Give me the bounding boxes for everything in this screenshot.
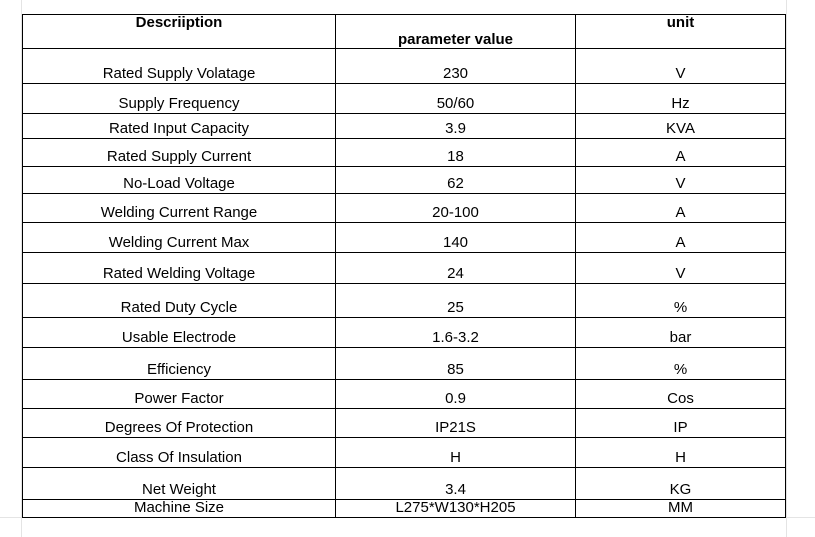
table-header-row [23, 15, 786, 49]
cell-description: Rated Supply Volatage [23, 49, 336, 84]
table-row [23, 139, 786, 167]
cell-unit: KVA [576, 114, 786, 139]
cell-unit: A [576, 194, 786, 223]
cell-unit: KG [576, 468, 786, 500]
cell-description: Power Factor [23, 380, 336, 409]
cell-unit: A [576, 139, 786, 167]
spec-table [22, 14, 786, 518]
cell-unit: Hz [576, 84, 786, 114]
cell-value: 50/60 [336, 84, 576, 114]
header-description: Descriiption [23, 15, 336, 49]
table-row [23, 49, 786, 84]
cell-unit: IP [576, 409, 786, 438]
table-row [23, 438, 786, 468]
cell-value: 1.6-3.2 [336, 318, 576, 348]
cell-description: Supply Frequency [23, 84, 336, 114]
header-parameter-value: parameter value [336, 15, 576, 49]
cell-description: Rated Welding Voltage [23, 253, 336, 284]
cell-unit: V [576, 167, 786, 194]
cell-description: Usable Electrode [23, 318, 336, 348]
sheet-gridline [786, 0, 787, 537]
cell-unit: V [576, 49, 786, 84]
cell-description: Welding Current Max [23, 223, 336, 253]
cell-value: 25 [336, 284, 576, 318]
cell-value: 140 [336, 223, 576, 253]
table-row [23, 318, 786, 348]
cell-value: IP21S [336, 409, 576, 438]
cell-unit: % [576, 284, 786, 318]
table-row [23, 253, 786, 284]
table-row [23, 348, 786, 380]
table-row [23, 223, 786, 253]
table-row [23, 194, 786, 223]
cell-value: 0.9 [336, 380, 576, 409]
cell-value: 62 [336, 167, 576, 194]
cell-description: Welding Current Range [23, 194, 336, 223]
cell-description: Rated Supply Current [23, 139, 336, 167]
cell-unit: V [576, 253, 786, 284]
cell-unit: Cos [576, 380, 786, 409]
cell-value: 85 [336, 348, 576, 380]
cell-description: No-Load Voltage [23, 167, 336, 194]
cell-value: 24 [336, 253, 576, 284]
cell-value: 18 [336, 139, 576, 167]
cell-value: 20-100 [336, 194, 576, 223]
table-row [23, 468, 786, 500]
cell-unit: MM [576, 500, 786, 518]
table-row [23, 284, 786, 318]
cell-unit: % [576, 348, 786, 380]
cell-description: Class Of Insulation [23, 438, 336, 468]
cell-description: Rated Input Capacity [23, 114, 336, 139]
table-row [23, 167, 786, 194]
cell-value: L275*W130*H205 [336, 500, 576, 518]
table-row [23, 500, 786, 518]
cell-value: 230 [336, 49, 576, 84]
cell-description: Degrees Of Protection [23, 409, 336, 438]
cell-unit: H [576, 438, 786, 468]
table-row [23, 114, 786, 139]
table-row [23, 409, 786, 438]
cell-description: Net Weight [23, 468, 336, 500]
cell-unit: A [576, 223, 786, 253]
cell-value: 3.9 [336, 114, 576, 139]
cell-unit: bar [576, 318, 786, 348]
table-row [23, 380, 786, 409]
cell-value: H [336, 438, 576, 468]
cell-value: 3.4 [336, 468, 576, 500]
header-unit: unit [576, 15, 786, 49]
cell-description: Machine Size [23, 500, 336, 518]
cell-description: Rated Duty Cycle [23, 284, 336, 318]
cell-description: Efficiency [23, 348, 336, 380]
table-row [23, 84, 786, 114]
